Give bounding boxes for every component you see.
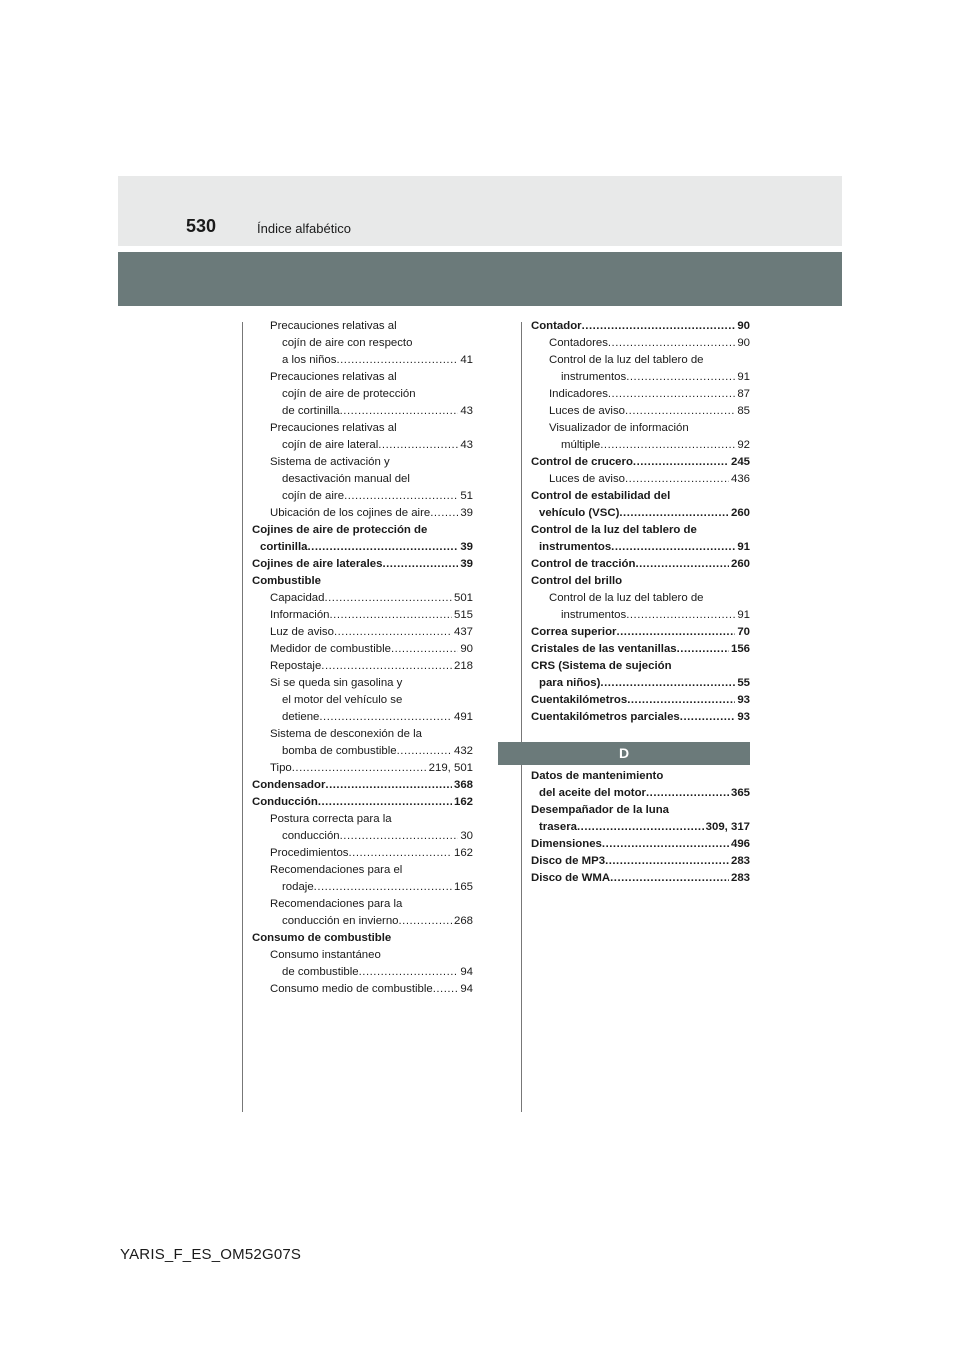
index-entry-page: 218	[453, 660, 473, 672]
index-entry-line	[252, 437, 473, 454]
dot-leader	[625, 471, 729, 488]
index-entry	[252, 981, 473, 998]
dot-leader	[633, 454, 729, 471]
dot-leader	[605, 853, 729, 870]
dot-leader	[359, 964, 459, 981]
index-entry-page: 260	[730, 507, 750, 519]
index-entry-page: 91	[737, 541, 750, 553]
index-entry-line: Cojines de aire de protección de	[252, 524, 428, 536]
index-entry-line	[531, 369, 750, 386]
index-entry-line	[252, 403, 473, 420]
dot-leader	[340, 828, 459, 845]
index-entry-line	[531, 641, 750, 658]
index-entry-page: 87	[737, 388, 750, 400]
index-entry-term: vehículo (VSC)	[539, 507, 620, 519]
index-entry	[252, 777, 473, 794]
index-entry-page: 70	[737, 626, 750, 638]
index-entry	[531, 853, 750, 870]
header-band	[118, 176, 842, 246]
index-entry-line	[531, 505, 750, 522]
index-entry-line	[252, 539, 473, 556]
index-entry-line: Consumo de combustible	[252, 932, 392, 944]
dot-leader	[292, 760, 427, 777]
index-entry	[252, 624, 473, 641]
index-entry	[252, 760, 473, 777]
index-entry	[531, 522, 750, 556]
index-entry-term: Cojines de aire laterales	[252, 558, 383, 570]
index-entry-line: Control de la luz del tablero de	[549, 592, 704, 604]
column-divider-middle	[521, 322, 522, 1112]
index-entry-line: Control de la luz del tablero de	[549, 354, 704, 366]
index-entry-term: del aceite del motor	[539, 787, 646, 799]
section-header-d: D	[498, 742, 750, 765]
index-entry-page: 245	[730, 456, 750, 468]
index-entry	[252, 641, 473, 658]
dot-leader	[324, 590, 452, 607]
index-entry-term: Control de tracción	[531, 558, 636, 570]
index-entry-line: desactivación manual del	[282, 473, 410, 485]
index-entry	[531, 573, 750, 590]
page-title: Índice alfabético	[257, 221, 351, 236]
index-entry-term: Dimensiones	[531, 838, 602, 850]
index-entry-term: Conducción	[252, 796, 318, 808]
index-entry	[531, 870, 750, 887]
index-entry	[252, 675, 473, 726]
column-divider-left	[242, 322, 243, 1112]
dot-leader	[619, 505, 729, 522]
dot-leader	[397, 743, 452, 760]
index-entry-line	[531, 556, 750, 573]
index-entry-line	[252, 879, 473, 896]
index-entry-term: Disco de WMA	[531, 872, 611, 884]
index-entry-page: 55	[737, 677, 750, 689]
index-entry-page: 85	[737, 405, 750, 417]
index-entry-line	[252, 913, 473, 930]
dot-leader	[382, 556, 458, 573]
index-entry	[252, 930, 473, 947]
index-entry	[252, 505, 473, 522]
index-entry-line	[252, 505, 473, 522]
index-entry-page: 92	[737, 439, 750, 451]
index-entry-term: Contador	[531, 320, 582, 332]
dot-leader	[602, 836, 729, 853]
document-code: YARIS_F_ES_OM52G07S	[120, 1246, 302, 1263]
index-entry-page: 501	[453, 592, 473, 604]
dot-leader	[627, 692, 735, 709]
index-entry-page: 30	[460, 830, 473, 842]
dot-leader	[625, 403, 735, 420]
dot-leader	[319, 709, 452, 726]
index-entry-line	[252, 845, 473, 862]
index-entry-term: conducción	[282, 830, 340, 842]
index-entry-line	[531, 454, 750, 471]
index-entry-term: Repostaje	[270, 660, 322, 672]
index-entry-term: a los niños	[282, 354, 337, 366]
index-entry-line	[531, 709, 750, 726]
index-entry-page: 162	[453, 796, 473, 808]
index-entry-line	[531, 471, 750, 488]
dot-leader	[626, 369, 735, 386]
index-entry	[252, 726, 473, 760]
index-entry-page: 93	[737, 711, 750, 723]
index-entry-page: 309, 317	[705, 821, 750, 833]
index-entry-page: 43	[460, 439, 473, 451]
index-entry	[531, 471, 750, 488]
header-dark-band	[118, 252, 842, 306]
index-entry-line: Si se queda sin gasolina y	[270, 677, 403, 689]
index-entry-line: Consumo instantáneo	[270, 949, 381, 961]
index-entry-line	[531, 624, 750, 641]
index-entry	[531, 420, 750, 454]
index-entry-line: Control de estabilidad del	[531, 490, 671, 502]
index-entry-line	[531, 335, 750, 352]
index-entry-term: Luces de aviso	[549, 473, 625, 485]
index-entry-page: 90	[737, 337, 750, 349]
dot-leader	[330, 607, 452, 624]
index-entry-line	[531, 819, 750, 836]
index-entry-page: 368	[453, 779, 473, 791]
index-entry-page: 43	[460, 405, 473, 417]
index-entry	[531, 352, 750, 386]
index-entry-page: 496	[730, 838, 750, 850]
dot-leader	[321, 658, 452, 675]
index-entry	[531, 692, 750, 709]
index-entry-line: Recomendaciones para la	[270, 898, 403, 910]
index-entry-page: 39	[460, 507, 473, 519]
index-entry-line	[531, 437, 750, 454]
index-entry-page: 156	[730, 643, 750, 655]
index-entry-term: instrumentos	[561, 609, 627, 621]
index-entry	[531, 624, 750, 641]
index-entry-line	[252, 590, 473, 607]
index-entry-term: cojín de aire lateral	[282, 439, 379, 451]
index-entry-page: 283	[730, 872, 750, 884]
index-entry	[531, 641, 750, 658]
index-entry	[252, 794, 473, 811]
index-entry-line: cojín de aire con respecto	[282, 337, 413, 349]
index-entry-line	[531, 853, 750, 870]
index-entry-line: Recomendaciones para el	[270, 864, 403, 876]
index-entry-term: Tipo	[270, 762, 292, 774]
index-entry-term: Cristales de las ventanillas	[531, 643, 677, 655]
index-entry-line	[531, 539, 750, 556]
index-entry-page: 94	[460, 983, 473, 995]
dot-leader	[646, 785, 729, 802]
index-entry-term: Cuentakilómetros parciales	[531, 711, 680, 723]
index-entry	[531, 454, 750, 471]
index-entry-line: Postura correcta para la	[270, 813, 392, 825]
dot-leader	[600, 437, 735, 454]
index-entry-page: 165	[453, 881, 473, 893]
index-entry	[531, 488, 750, 522]
index-entry-term: Ubicación de los cojines de aire	[270, 507, 431, 519]
index-entry-line: Control de la luz del tablero de	[531, 524, 697, 536]
index-entry-line	[252, 658, 473, 675]
index-entry-term: Disco de MP3	[531, 855, 606, 867]
index-entry-line	[531, 870, 750, 887]
index-entry	[531, 335, 750, 352]
index-entry	[252, 658, 473, 675]
index-entry-term: para niños)	[539, 677, 601, 689]
index-entry-line: Combustible	[252, 575, 321, 587]
index-entry-term: trasera	[539, 821, 577, 833]
index-entry-term: de combustible	[282, 966, 359, 978]
index-entry	[252, 369, 473, 420]
index-entry-term: cojín de aire	[282, 490, 345, 502]
index-entry-page: 51	[460, 490, 473, 502]
index-entry-term: Contadores	[549, 337, 608, 349]
dot-leader	[577, 819, 704, 836]
index-entry-line	[531, 318, 750, 335]
index-entry-term: instrumentos	[539, 541, 612, 553]
dot-leader	[680, 709, 736, 726]
index-entry-page: 91	[737, 371, 750, 383]
index-entry-page: 93	[737, 694, 750, 706]
index-entry-page: 41	[460, 354, 473, 366]
index-entry-line: Sistema de desconexión de la	[270, 728, 422, 740]
index-entry	[531, 590, 750, 624]
index-entry-line	[252, 777, 473, 794]
dot-leader	[610, 870, 729, 887]
dot-leader	[626, 607, 735, 624]
index-entry-term: múltiple	[561, 439, 601, 451]
index-entry-line	[252, 607, 473, 624]
index-entry-line: el motor del vehículo se	[282, 694, 403, 706]
index-entry	[531, 386, 750, 403]
index-entry-page: 39	[460, 558, 473, 570]
index-entry-line	[252, 556, 473, 573]
index-entry-line	[252, 743, 473, 760]
index-entry-line: Precauciones relativas al	[270, 422, 397, 434]
index-entry-line	[252, 828, 473, 845]
dot-leader	[325, 777, 452, 794]
index-entry-term: detiene	[282, 711, 320, 723]
index-entry	[531, 802, 750, 836]
dot-leader	[582, 318, 736, 335]
index-entry	[531, 403, 750, 420]
index-entry-term: Control de crucero	[531, 456, 633, 468]
index-entry-page: 365	[730, 787, 750, 799]
dot-leader	[318, 794, 452, 811]
index-entry	[531, 768, 750, 802]
dot-leader	[608, 386, 735, 403]
page-number: 530	[186, 216, 217, 236]
index-entry	[252, 522, 473, 556]
index-entry-line	[252, 624, 473, 641]
index-entry-line	[252, 709, 473, 726]
index-entry	[252, 811, 473, 845]
index-entry-line: Desempañador de la luna	[531, 804, 669, 816]
index-entry-line	[252, 964, 473, 981]
dot-leader	[334, 624, 452, 641]
index-entry-page: 94	[460, 966, 473, 978]
index-entry-line: cojín de aire de protección	[282, 388, 416, 400]
index-entry-term: Consumo medio de combustible	[270, 983, 433, 995]
index-column-2-d	[531, 768, 750, 887]
index-entry	[252, 556, 473, 573]
index-entry	[531, 658, 750, 692]
dot-leader	[307, 539, 458, 556]
index-entry	[531, 318, 750, 335]
index-entry-line	[531, 836, 750, 853]
dot-leader	[600, 675, 735, 692]
index-entry	[252, 607, 473, 624]
index-entry-term: Procedimientos	[270, 847, 349, 859]
index-entry-line: Precauciones relativas al	[270, 371, 397, 383]
index-entry-page: 39	[460, 541, 473, 553]
dot-leader	[635, 556, 729, 573]
dot-leader	[314, 879, 452, 896]
index-entry-page: 268	[453, 915, 473, 927]
dot-leader	[608, 335, 735, 352]
index-column-2	[531, 318, 750, 726]
index-entry-term: Luz de aviso	[270, 626, 334, 638]
dot-leader	[344, 488, 458, 505]
index-entry-line	[531, 607, 750, 624]
dot-leader	[433, 981, 459, 998]
index-entry-term: Información	[270, 609, 330, 621]
index-entry-term: Capacidad	[270, 592, 325, 604]
index-entry-line: Sistema de activación y	[270, 456, 390, 468]
index-entry	[252, 947, 473, 981]
index-entry-line: Precauciones relativas al	[270, 320, 397, 332]
dot-leader	[349, 845, 452, 862]
index-entry-page: 260	[730, 558, 750, 570]
dot-leader	[340, 403, 459, 420]
index-entry-line	[252, 352, 473, 369]
index-entry-page: 162	[453, 847, 473, 859]
index-entry-page: 219, 501	[428, 762, 473, 774]
index-entry-term: rodaje	[282, 881, 314, 893]
index-entry-page: 91	[737, 609, 750, 621]
index-entry-line	[252, 794, 473, 811]
index-entry	[252, 590, 473, 607]
index-entry-term: Medidor de combustible	[270, 643, 391, 655]
index-entry	[252, 420, 473, 454]
index-entry-term: Correa superior	[531, 626, 617, 638]
index-entry-page: 283	[730, 855, 750, 867]
index-entry-term: bomba de combustible	[282, 745, 397, 757]
index-entry-page: 432	[453, 745, 473, 757]
index-entry	[252, 896, 473, 930]
index-entry-term: Indicadores	[549, 388, 608, 400]
dot-leader	[336, 352, 458, 369]
index-entry	[252, 573, 473, 590]
index-entry-line	[531, 785, 750, 802]
index-entry-page: 90	[460, 643, 473, 655]
index-entry	[252, 862, 473, 896]
index-entry-term: conducción en invierno	[282, 915, 399, 927]
index-entry-line: CRS (Sistema de sujeción	[531, 660, 672, 672]
index-entry-page: 491	[453, 711, 473, 723]
dot-leader	[378, 437, 458, 454]
dot-leader	[391, 641, 458, 658]
index-entry-line	[252, 488, 473, 505]
index-entry-page: 436	[730, 473, 750, 485]
index-entry	[252, 454, 473, 505]
index-entry-term: de cortinilla	[282, 405, 340, 417]
dot-leader	[430, 505, 458, 522]
index-entry	[531, 556, 750, 573]
index-entry-term: Condensador	[252, 779, 326, 791]
index-entry-line: Datos de mantenimiento	[531, 770, 664, 782]
index-entry-term: Cuentakilómetros	[531, 694, 628, 706]
index-entry-line	[531, 675, 750, 692]
index-entry-term: cortinilla	[260, 541, 308, 553]
index-entry-page: 90	[737, 320, 750, 332]
index-entry-term: instrumentos	[561, 371, 627, 383]
dot-leader	[611, 539, 735, 556]
index-entry-term: Luces de aviso	[549, 405, 625, 417]
index-entry-line	[531, 403, 750, 420]
index-entry-line	[252, 760, 473, 777]
index-entry-line	[252, 641, 473, 658]
index-entry-line	[531, 386, 750, 403]
dot-leader	[399, 913, 452, 930]
index-entry-line: Control del brillo	[531, 575, 623, 587]
index-entry	[252, 845, 473, 862]
index-entry-page: 515	[453, 609, 473, 621]
index-entry-page: 437	[453, 626, 473, 638]
index-entry-line: Visualizador de información	[549, 422, 689, 434]
index-entry	[531, 709, 750, 726]
index-entry	[252, 318, 473, 369]
index-entry	[531, 836, 750, 853]
dot-leader	[616, 624, 735, 641]
index-entry-line	[252, 981, 473, 998]
index-entry-line	[531, 692, 750, 709]
dot-leader	[677, 641, 729, 658]
index-column-1	[252, 318, 473, 998]
